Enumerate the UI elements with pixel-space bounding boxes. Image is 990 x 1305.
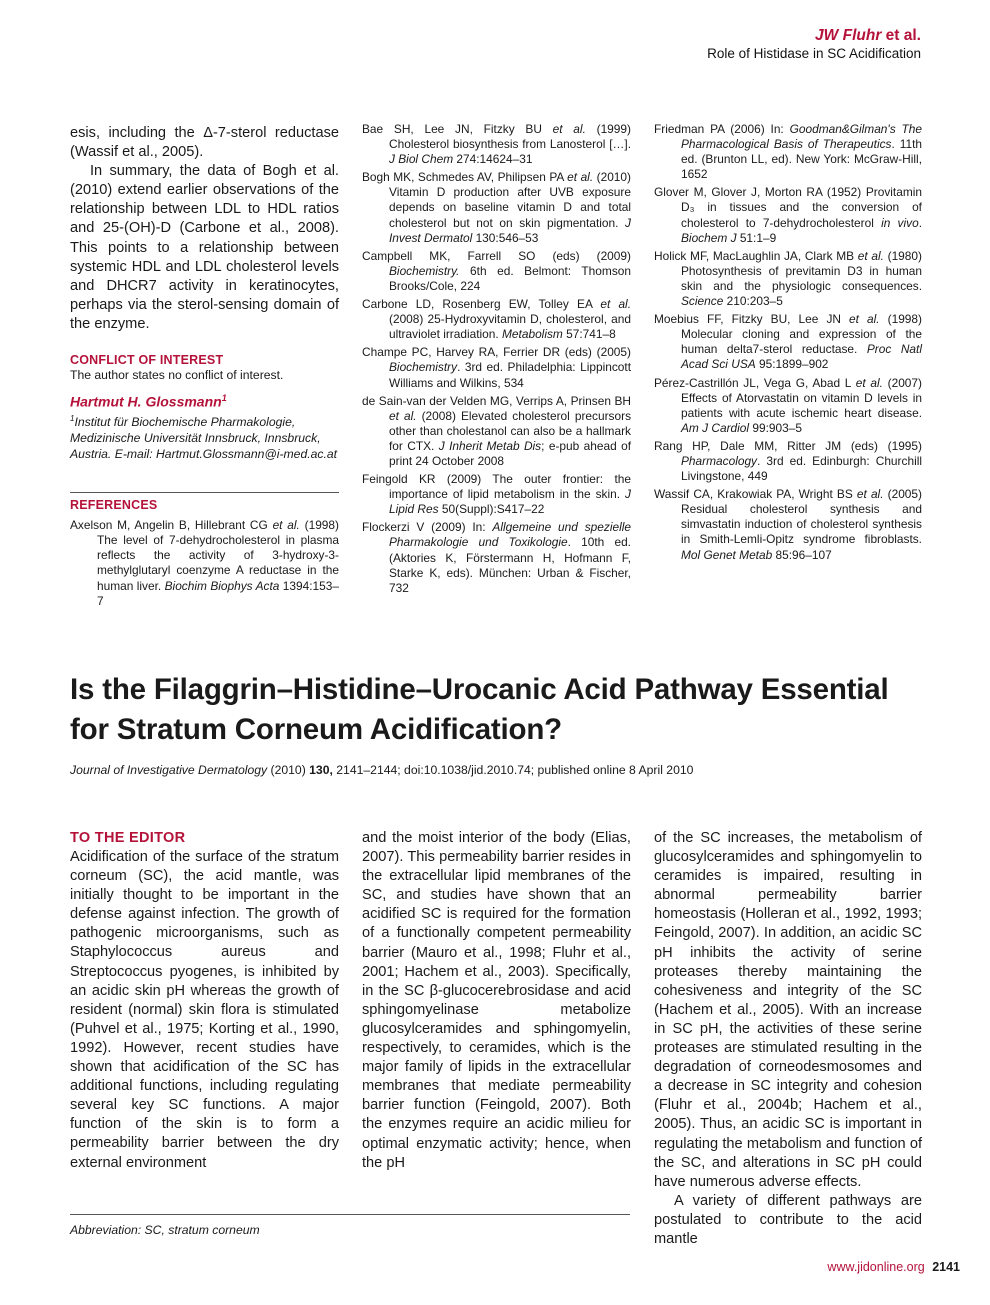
reference-item <box>362 297 631 342</box>
reference-c: ; e-pub ahead of print 24 October 2008 <box>389 438 632 468</box>
reference-c: 210:203–5 <box>723 294 783 309</box>
reference-c: 95:1899–902 <box>755 357 829 372</box>
reference-item <box>654 185 922 245</box>
abbreviation-footnote: Abbreviation: SC, stratum corneum <box>70 1214 630 1238</box>
reference-j: Allgemeine und spezielle Pharmakologie und Toxikologie <box>389 520 631 550</box>
reference-j: Biochem J <box>681 230 737 245</box>
references-rule <box>70 492 339 493</box>
reference-item <box>654 122 922 182</box>
conflict-text: The author states no conflict of interest. <box>70 368 284 383</box>
citation-journal: Journal of Investigative Dermatology <box>70 763 268 777</box>
reference-b: (2008) Elevated cholesterol precursors other than cholestanol can also be a hallmark for CTX. <box>389 408 632 453</box>
reference-j: Mol Genet Metab <box>681 547 773 562</box>
reference-b: (1998) The level of 7-dehydrocholesterol in plasma reflects the activity of 3-hydroxy-3-methylglutaryl coenzyme A reductase in the human liver. <box>97 518 339 593</box>
letter-author-name: Hartmut H. Glossmann <box>70 393 222 410</box>
citation-year: (2010) <box>267 763 310 777</box>
reference-item <box>654 249 922 309</box>
reference-c: 130:546–53 <box>472 230 539 245</box>
reference-b: (1998) Molecular cloning and expression of the human delta7-sterol reductase. <box>681 312 922 357</box>
affiliation-text: Institut für Biochemische Pharmakologie, Medizinische Universität Innsbruck, Innsbruck, Austria. E-mail: Hartmut.Glossmann@i-med.ac.at <box>70 415 338 461</box>
reference-c: . 3rd ed. Philadelphia: Lippincott Williams and Wilkins, 534 <box>389 360 631 390</box>
article-col1-text: Acidification of the surface of the stratum corneum (SC), the acid mantle, was initially thought to be important in the defense against infection. The growth of pathogenic microorganisms, such as Staphylococcus aureus and Streptococcus pyogenes, is inhibited by an acidic skin pH whereas the growth of resident (normal) skin flora is stimulated (Puhvel et al., 1975; Korting et al., 1990, 1992). However, recent studies have shown that acidification of the SC has additional functions, including regulating several key SC functions. A major function of the skin is to form a permeability barrier between the dry external environment <box>70 849 339 1171</box>
reference-item <box>362 472 631 517</box>
reference-e: et al. <box>856 487 884 502</box>
reference-b: (1980) Photosynthesis of previtamin D3 in human skin and the physiologic consequences. <box>681 248 922 293</box>
header-etal: et al. <box>885 27 921 44</box>
reference-j: Pharmacology <box>681 453 758 468</box>
reference-b: (2010) Vitamin D production after UVB exposure depends on baseline vitamin D and total cholesterol but not on skin pigmentation. <box>389 170 631 230</box>
reference-item <box>654 439 922 484</box>
page-footer <box>827 1259 960 1275</box>
reference-j: Biochemistry <box>389 360 458 375</box>
article-col3-paragraph-2: A variety of different pathways are postulated to contribute to the acid mantle <box>654 1192 922 1247</box>
article-column-3 <box>654 829 922 1249</box>
author-affiliation <box>70 411 339 462</box>
reference-a: Rang HP, Dale MM, Ritter JM (eds) (1995) <box>654 438 922 453</box>
reference-j: Biochim Biophys Acta <box>164 578 280 593</box>
running-header-authors <box>707 26 921 45</box>
letter-author <box>70 388 339 412</box>
reference-a: Campbell MK, Farrell SO (eds) (2009) <box>362 248 631 263</box>
reference-item <box>654 487 922 562</box>
reference-j: J Inherit Metab Dis <box>438 438 542 453</box>
letter-author-sup: 1 <box>221 392 227 403</box>
reference-j: Metabolism <box>502 327 563 342</box>
reference-e: et al. <box>389 408 417 423</box>
article-title: Is the Filaggrin–Histidine–Urocanic Acid Pathway Essential for Stratum Corneum Acidification? <box>70 673 889 746</box>
reference-list-col3 <box>654 122 922 566</box>
reference-c: 274:14624–31 <box>453 152 533 167</box>
reference-b: (2005) Residual cholesterol synthesis and simvastatin induction of cholesterol synthesis in Smith-Lemli-Opitz syndrome fibroblasts. <box>681 487 922 547</box>
reference-e: et al. <box>552 122 586 136</box>
citation-rest: 2141–2144; doi:10.1038/jid.2010.74; published online 8 April 2010 <box>332 763 694 777</box>
reference-e: et al. <box>849 312 880 327</box>
article-citation <box>70 762 693 778</box>
reference-a: Bogh MK, Schmedes AV, Philipsen PA <box>362 170 568 185</box>
reference-j: Science <box>681 294 724 309</box>
reference-j: J Invest Dermatol <box>389 215 631 245</box>
reference-e: et al. <box>600 297 631 312</box>
page-number: 2141 <box>932 1260 960 1274</box>
reference-e: et al. <box>855 375 883 390</box>
reference-a: Flockerzi V (2009) In: <box>362 520 493 535</box>
article-col3-text: of the SC increases, the metabolism of glucosylceramides and sphingomyelin to ceramides is impaired, resulting in abnormal permeability barrier homeostasis (Holleran et al., 1992, 1993; Feingold, 2007). In addition, an acidic SC pH inhibits the activity of serine proteases thereby maintaining the cohesiveness and integrity of the SC (Hachem et al., 2005). With an increase in SC pH, the activities of these serine proteases are stimulated resulting in the degradation of corneodesmosomes and a decrease in SC integrity and cohesion (Fluhr et al., 2004b; Hachem et al., 2005). Thus, an acidic SC is important in regulating the metabolism and function of the SC, and alterations in SC pH could have numerous adverse effects. <box>654 830 922 1190</box>
reference-item <box>362 122 631 167</box>
reference-c: . 10th ed. (Aktories K, Förstermann H, Hofmann F, Starke K, eds). München: Urban & Fischer, 732 <box>389 535 631 595</box>
reference-e: in vivo <box>881 215 919 230</box>
reference-c: 85:96–107 <box>772 547 832 562</box>
reference-item <box>362 394 631 469</box>
reference-item <box>654 312 922 372</box>
reference-list-col1 <box>70 518 339 609</box>
reference-a: Carbone LD, Rosenberg EW, Tolley EA <box>362 297 601 312</box>
citation-volume: 130, <box>309 763 333 777</box>
reference-j: Goodman&Gilman's The Pharmacological Basis of Therapeutics <box>681 122 922 152</box>
reference-c: . 3rd ed. Edinburgh: Churchill Livingstone, 449 <box>681 453 922 484</box>
reference-a: Moebius FF, Fitzky BU, Lee JN <box>654 312 850 327</box>
reference-e: et al. <box>272 518 300 533</box>
reference-a: Pérez-Castrillón JL, Vega G, Abad L <box>654 375 856 390</box>
reference-j: Am J Cardiol <box>681 420 750 435</box>
reference-j: Proc Natl Acad Sci USA <box>681 342 922 372</box>
reference-j: J Biol Chem <box>389 152 454 167</box>
reference-c: . 11th ed. (Brunton LL, ed). New York: McGraw-Hill, 1652 <box>681 137 922 182</box>
reference-j: J Lipid Res <box>389 487 631 517</box>
reference-a: Friedman PA (2006) In: <box>654 122 790 136</box>
reference-item <box>70 518 339 609</box>
reference-a: Champe PC, Harvey RA, Ferrier DR (eds) (2005) <box>362 345 631 360</box>
reference-c: 99:903–5 <box>749 420 802 435</box>
prev-paragraph-1: esis, including the Δ-7-sterol reductase (Wassif et al., 2005). <box>70 125 339 161</box>
references-heading: REFERENCES <box>70 498 158 513</box>
reference-a: Wassif CA, Krakowiak PA, Wright BS <box>654 487 857 502</box>
prev-article-column <box>70 124 339 612</box>
reference-j: Biochemistry. <box>389 263 460 278</box>
journal-url[interactable]: www.jidonline.org <box>827 1260 925 1274</box>
conflict-heading: CONFLICT OF INTEREST <box>70 353 224 368</box>
reference-b: . <box>918 215 922 230</box>
reference-a: Bae SH, Lee JN, Fitzky BU <box>362 122 553 136</box>
reference-b: (2007) Effects of Atorvastatin on vitamin D levels in patients with acute ischemic heart disease. <box>681 375 922 420</box>
article-column-1 <box>70 829 339 1173</box>
reference-item <box>362 249 631 294</box>
reference-item <box>362 520 631 595</box>
reference-c: 50(Suppl):S417–22 <box>438 502 545 517</box>
reference-c: 51:1–9 <box>736 230 777 245</box>
reference-e: et al. <box>567 170 594 185</box>
article-column-2: and the moist interior of the body (Elias, 2007). This permeability barrier resides in the extracellular lipid membranes of the SC, and studies have shown that an acidified SC is required for the formation of a functionally competent permeability barrier (Mauro et al., 1998; Fluhr et al., 2001; Hachem et al., 2003). Specifically, in the SC β-glucocerebrosidase and acid sphingomyelinase metabolize glucosylceramides and sphingomyelin, respectively, to ceramides, which is the major family of lipids in the extracellular membranes that mediate permeability barrier function (Feingold, 2007). Both the enzymes require an acidic milieu for optimal enzymatic activity; hence, when the pH <box>362 830 631 1171</box>
reference-e: et al. <box>857 248 884 263</box>
reference-item <box>362 170 631 245</box>
to-the-editor-heading: TO THE EDITOR <box>70 830 186 846</box>
reference-a: Axelson M, Angelin B, Hillebrant CG <box>70 518 273 533</box>
affiliation-sup: 1 <box>70 414 75 424</box>
running-header <box>707 26 921 63</box>
reference-list-col2 <box>362 122 631 599</box>
reference-c: 57:741–8 <box>562 327 616 342</box>
reference-c: 1394:153–7 <box>97 578 340 608</box>
reference-b: (2008) 25-Hydroxyvitamin D, cholesterol, and ultraviolet irradiation. <box>389 312 631 342</box>
reference-c: 6th ed. Belmont: Thomson Brooks/Cole, 224 <box>389 263 631 293</box>
reference-a: de Sain-van der Velden MG, Verrips A, Prinsen BH <box>362 393 631 408</box>
prev-article-body <box>70 124 339 334</box>
reference-a: Glover M, Glover J, Morton RA (1952) Provitamin D₃ in tissues and the conversion of cholesterol to 7-dehydrocholesterol <box>654 185 922 230</box>
reference-b: (1999) Cholesterol biosynthesis from Lanosterol […]. <box>389 122 631 152</box>
reference-item <box>362 345 631 390</box>
header-author-name: JW Fluhr <box>815 27 882 44</box>
reference-item <box>654 376 922 436</box>
running-header-subtitle: Role of Histidase in SC Acidification <box>707 46 921 61</box>
reference-a: Holick MF, MacLaughlin JA, Clark MB <box>654 248 858 263</box>
prev-paragraph-2: In summary, the data of Bogh et al. (2010) extend earlier observations of the relationship between LDL to HDL ratios and 25-(OH)-D (Carbone et al., 2008). This points to a relationship between systemic HDL and LDL cholesterol levels and DHCR7 activity in keratinocytes, perhaps via the sterol-sensing domain of the enzyme. <box>70 163 339 332</box>
reference-a: Feingold KR (2009) The outer frontier: the importance of lipid metabolism in the skin. <box>362 472 631 502</box>
